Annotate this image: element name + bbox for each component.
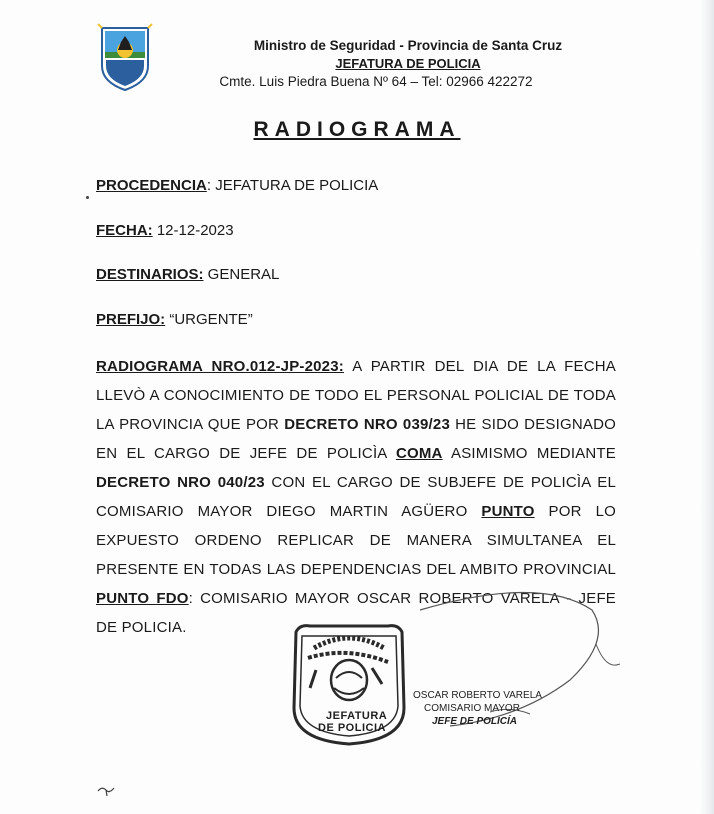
field-fecha-value: 12-12-2023	[152, 222, 234, 239]
pen-mark-icon	[96, 783, 116, 797]
body-text-5: POR LO EXPUESTO ORDENO REPLICAR DE MANERA SIMULTANEA EL PRESENTE EN TODAS LAS DEPENDENCIAS DEL AMBITO PROVINCIAL	[96, 503, 617, 578]
keyword-punto-fdo: PUNTO FDO	[96, 590, 189, 607]
stamp-line-2: DE POLICIA	[318, 722, 386, 734]
radiogram-reference: RADIOGRAMA NRO.012-JP-2023:	[96, 358, 344, 375]
body-text-6: : COMISARIO MAYOR OSCAR ROBERTO VARELA - JEFE DE POLICIA.	[96, 590, 617, 636]
field-fecha-label: FECHA:	[96, 222, 153, 239]
police-crest-icon	[96, 22, 154, 92]
stamp-line-1: JEFATURA	[326, 710, 388, 722]
signer-name: OSCAR ROBERTO VARELA	[413, 690, 542, 701]
body-text-3: ASIMISMO MEDIANTE	[442, 445, 616, 462]
scan-speck	[86, 196, 89, 199]
keyword-punto: PUNTO	[481, 503, 535, 520]
header-address: Cmte. Luis Piedra Buena Nº 64 – Tel: 02966 422272	[219, 74, 533, 89]
field-procedencia-value: : JEFATURA DE POLICIA	[206, 177, 379, 194]
signer-position: JEFE DE POLICÍA	[432, 716, 518, 727]
field-prefijo	[96, 311, 253, 328]
keyword-coma: COMA	[395, 445, 443, 462]
decree-040: DECRETO NRO 040/23	[96, 474, 265, 491]
body-text-2: HE SIDO DESIGNADO EN EL CARGO DE JEFE DE POLICÌA	[96, 416, 616, 462]
field-procedencia-label: PROCEDENCIA	[96, 177, 207, 194]
document-title: RADIOGRAMA	[253, 118, 461, 141]
field-prefijo-value: “URGENTE”	[165, 311, 253, 328]
body-text-1: A PARTIR DEL DIA DE LA FECHA LLEVÒ A CONOCIMIENTO DE TODO EL PERSONAL POLICIAL DE TODA LA PROVINCIA QUE POR	[96, 358, 617, 433]
field-destinatarios-label: DESTINARIOS:	[96, 266, 204, 283]
signer-rank: COMISARIO MAYOR	[424, 703, 520, 714]
field-fecha	[96, 222, 234, 239]
field-procedencia	[96, 177, 378, 194]
field-prefijo-label: PREFIJO:	[96, 311, 166, 328]
field-destinatarios-value: GENERAL	[203, 266, 280, 283]
field-destinatarios	[96, 266, 279, 283]
decree-039: DECRETO NRO 039/23	[284, 416, 450, 433]
header-ministry: Ministro de Seguridad - Provincia de Santa Cruz	[253, 38, 563, 53]
header-department: JEFATURA DE POLICIA	[335, 56, 481, 71]
body-text-4: CON EL CARGO DE SUBJEFE DE POLICÌA EL COMISARIO MAYOR DIEGO MARTIN AGÜERO	[96, 474, 616, 520]
